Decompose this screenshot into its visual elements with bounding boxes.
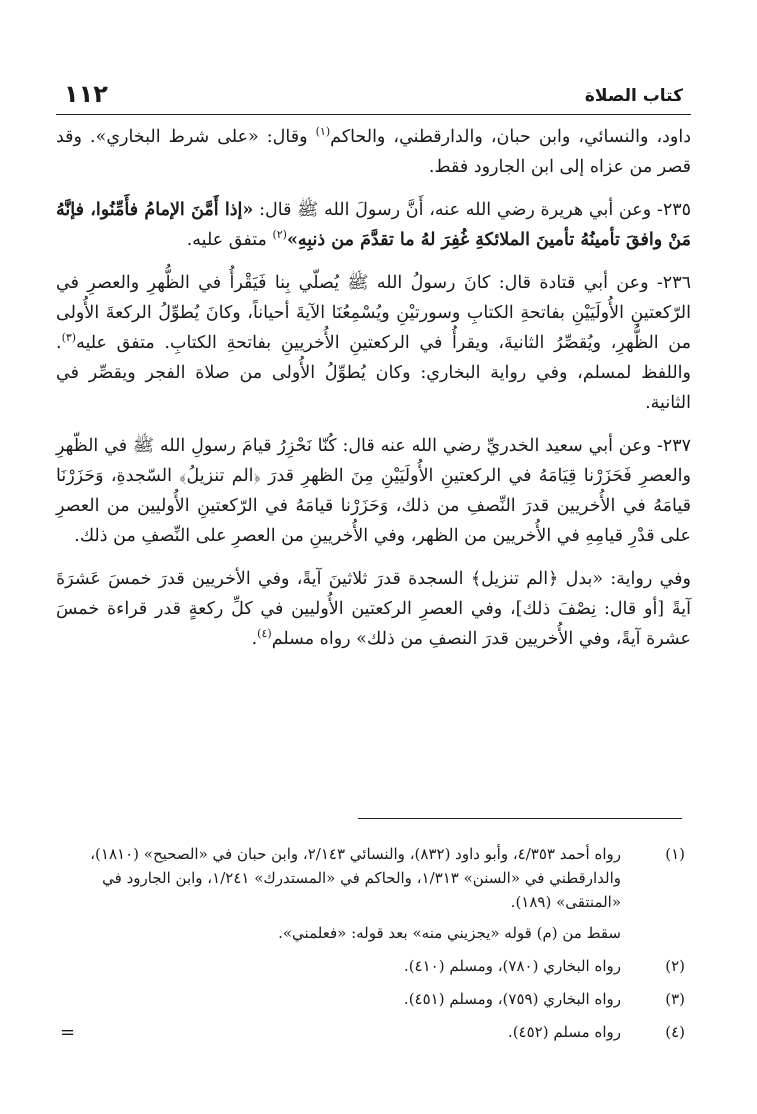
footnote-text: رواه مسلم (٤٥٢).: [507, 1023, 621, 1041]
footnote-3: [56, 987, 691, 1011]
footnotes: [56, 842, 691, 1053]
footnote-number: (١): [665, 845, 685, 863]
hadith-grading: متفق عليه.: [186, 230, 273, 250]
paragraph-1: [56, 122, 691, 182]
footnote-ref: (٢): [272, 228, 287, 242]
footnote-1: [56, 842, 691, 914]
footnote-4: [56, 1020, 691, 1044]
paragraph-text: داود، والنسائي، وابن حبان، والدارقطني، والحاكم: [330, 127, 691, 147]
hadith-text: . واللفظ لمسلم، وفي رواية البخاري: وكان يُطوِّلُ الأُولى من صلاة الفجر ويقصِّر في الثانية.: [56, 333, 691, 413]
footnote-text: رواه أحمد ٤/٣٥٣، وأبو داود (٨٣٢)، والنسائي ٢/١٤٣، وابن حبان في «الصحيح» (١٨١٠)، والدارقطني في «السنن» ١/٣١٣، والحاكم في «المستدرك» ١/٢٤١، وابن الجارود في «المنتقى» (١٨٩).: [90, 845, 621, 911]
hadith-236: [56, 268, 691, 418]
footnote-number: (٤): [665, 1023, 685, 1041]
hadith-235: [56, 195, 691, 255]
footnote-ref: (١): [315, 125, 331, 139]
hadith-text: ٢٣٦- وعن أبي قتادة قال: كانَ رسولُ الله ﷺ يُصلّي بِنا فَيَقْرأُ في الظُّهرِ والعصرِ في الرّكعتينِ الأُولَيَيْنِ بفاتحةِ الكتابِ وسورتيْنِ ويُسْمِعُنَا الآيةَ أحياناً، وكانَ يُطوِّلُ الركعةَ الأُولى من الظُّهرِ، ويُقصِّرُ الثانيةَ، ويقرأُ في الركعتينِ الأُخريينِ بفاتحةِ الكتابِ. متفق عليه: [56, 273, 691, 353]
footnote-text: سقط من (م) قوله «يجزيني منه» بعد قوله: «فعلمني».: [278, 924, 621, 942]
footnote-number: (٢): [665, 957, 685, 975]
riwaya-paragraph: [56, 564, 691, 654]
footnote-ref: (٤): [257, 627, 272, 641]
margin-mark: =: [60, 1022, 76, 1043]
footnote-note: [56, 921, 691, 945]
hadith-text: ٢٣٧- وعن أبي سعيد الخدريِّ رضي الله عنه قال: كُنّا نَحْزِرُ قيامَ رسولِ الله ﷺ في الظّهرِ والعصرِ فَحَزَرْنا قِيَامَهُ في الركعتينِ الأُولَيَيْنِ مِنَ الظهرِ قدرَ ﴿الم تنزيلُ﴾ السّجدةِ، وَحَزَرْنَا قيامَهُ في الأُخريين قدرَ النِّصفِ من ذلك، وَحَزَرْنا قيامَهُ في الرّكعتينِ الأُوليين من العصرِ على قدْرِ قيامِهِ في الأُخريين من الظهر، وفي الأُخريينِ من العصرِ على النِّصفِ من ذلك.: [56, 436, 691, 546]
punctuation: .: [251, 629, 258, 649]
footnote-2: [56, 954, 691, 978]
page-number: ١١٢: [64, 80, 108, 108]
hadith-237: [56, 431, 691, 551]
footnote-text: رواه البخاري (٧٥٩)، ومسلم (٤٥١).: [403, 990, 621, 1008]
riwaya-text: وفي رواية: «بدل ﴿الم تنزيل﴾ السجدة قدرَ ثلاثينَ آيةً، وفي الأخريين قدرَ خمسَ عَشرَةَ آيةً [أو قال: نِصْفَ ذلك]، وفي العصرِ الركعتين الأُوليين في كلِّ ركعةٍ قدر قراءة خمسَ عشرة آيةً، وفي الأُخريين قدرَ النصفِ من ذلك» رواه مسلم: [56, 569, 691, 649]
footnote-text: رواه البخاري (٧٨٠)، ومسلم (٤١٠).: [403, 957, 621, 975]
main-text: [56, 122, 691, 667]
footnote-number: (٣): [665, 990, 685, 1008]
paragraph-text: وقال: «على شرط البخاري». وقد قصر من عزاه إلى ابن الجارود فقط.: [56, 127, 691, 177]
page-header: [56, 80, 691, 115]
footnote-ref: (٣): [61, 331, 77, 345]
hadith-intro: ٢٣٥- وعن أبي هريرة رضي الله عنه، أَنَّ رسولَ الله ﷺ قال:: [253, 200, 692, 220]
footnote-divider: [358, 818, 682, 819]
book-title: كتاب الصلاة: [584, 86, 683, 106]
hadith-text: «إذا أَمَّنَ الإمامُ فأَمِّنُوا، فإنَّهُ مَنْ وافقَ تأمينُهُ تأمينَ الملائكةِ غُفِرَ لهُ ما تقدَّمَ من ذنبِهِ»: [56, 200, 691, 250]
